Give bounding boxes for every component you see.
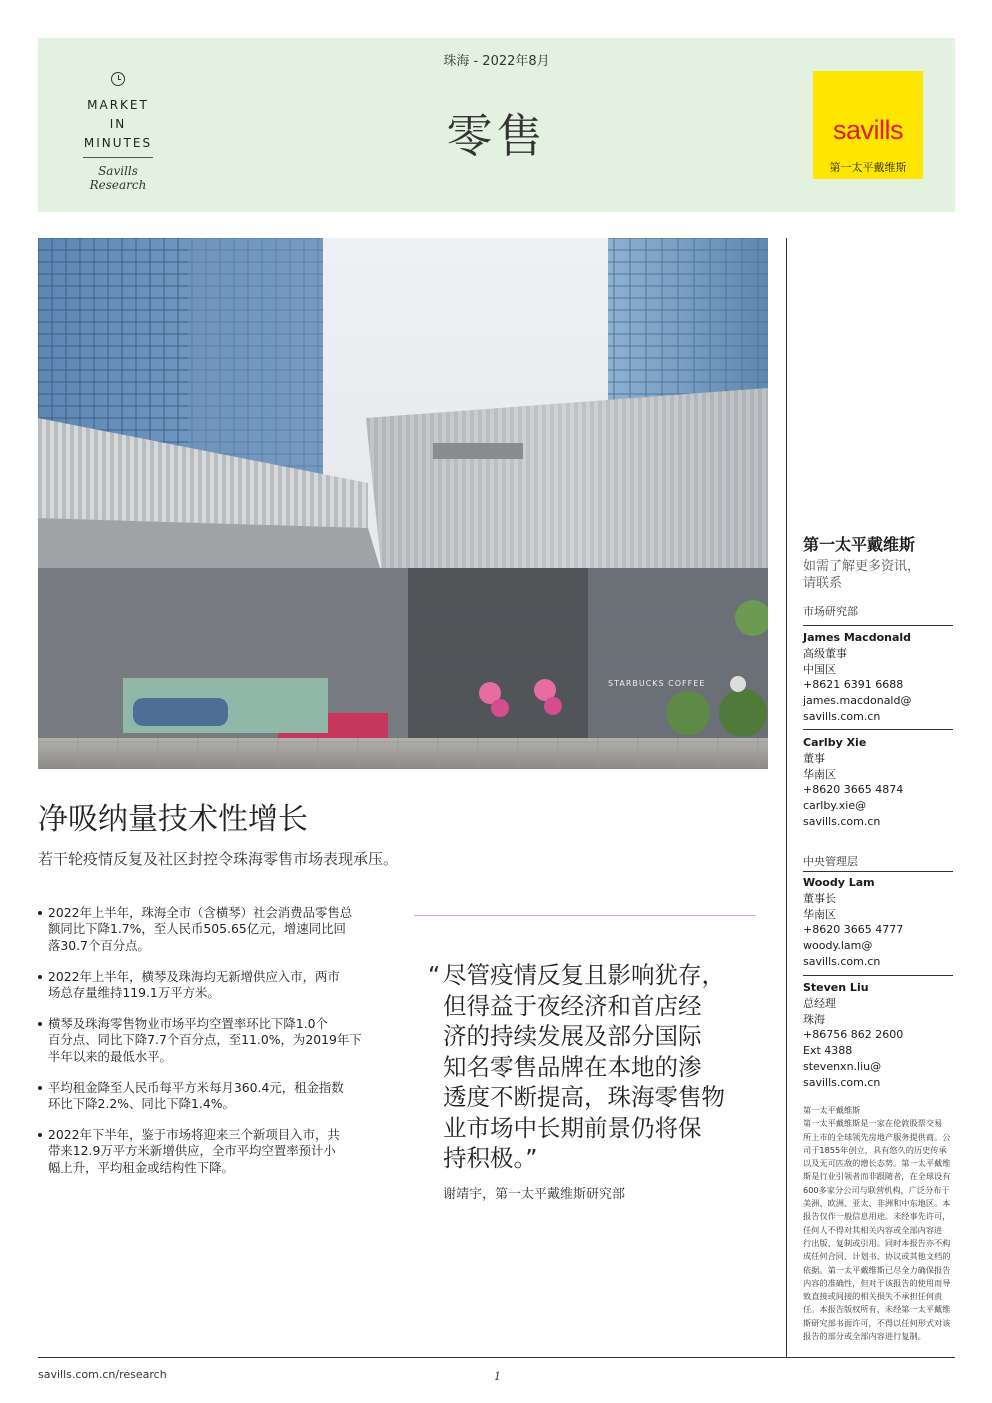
disclaimer-line: 成任何合同、计划书、协议或其他文档的 <box>803 1251 951 1262</box>
bullet-line: 2022年上半年，珠海全市（含横琴）社会消费品零售总 <box>48 905 353 920</box>
bullet-line: 百分点、同比下降7.7个百分点，至11.0%，为2019年下 <box>48 1032 362 1048</box>
disclaimer-line: 行出版、复制或引用。同时本报告亦不构 <box>803 1237 951 1248</box>
contact-role: 董事长 <box>803 891 836 905</box>
brand-series-word: MARKET <box>87 98 149 112</box>
contact-phone: +86756 862 2600 <box>803 1028 904 1042</box>
clock-icon <box>111 72 125 86</box>
bullet-line: 场总存量维持119.1万平方米。 <box>48 985 220 1001</box>
bullet-line: 2022年下半年，鉴于市场将迎来三个新项目入市，共 <box>48 1127 340 1143</box>
footer-rule <box>38 1357 955 1358</box>
section-subtitle: 若干轮疫情反复及社区封控令珠海零售市场表现承压。 <box>38 850 399 868</box>
contact-line: 请联系 <box>803 576 843 591</box>
contact-extension: Ext 4388 <box>803 1044 853 1058</box>
bullet-dot-icon <box>38 1022 42 1026</box>
list-item <box>38 905 398 954</box>
sidebar-contact-prompt <box>803 558 953 592</box>
bullet-line: 额同比下降1.7%，至人民币505.65亿元，增速同比回 <box>48 921 346 937</box>
contact-email-domain[interactable]: savills.com.cn <box>803 954 881 968</box>
bullet-dot-icon <box>38 1086 42 1090</box>
list-item <box>38 1016 398 1065</box>
bullet-dot-icon <box>38 975 42 979</box>
disclaimer-line: 以及无可匹敌的增长态势。第一太平戴维 <box>803 1158 951 1169</box>
location-date: 珠海 - 2022年8月 <box>443 54 550 69</box>
footer-url[interactable]: savills.com.cn/research <box>38 1368 167 1381</box>
quote-line: 尽管疫情反复且影响犹存， <box>443 961 725 989</box>
contact-name: James Macdonald <box>803 631 912 644</box>
sidebar-rule <box>803 625 953 626</box>
contact-line: 如需了解更多资讯， <box>803 559 921 574</box>
section-heading: 净吸纳量技术性增长 <box>38 802 308 837</box>
page-title: 零售 <box>446 109 547 163</box>
quote-line: 济的持续发展及部分国际 <box>443 1022 702 1050</box>
contact-email[interactable]: carlby.xie@ <box>803 799 867 813</box>
list-item <box>38 1127 398 1176</box>
mall-photo <box>38 238 768 769</box>
key-points-list <box>38 905 398 1191</box>
bullet-line: 幅上升，平均租金或结构性下降。 <box>48 1159 234 1175</box>
disclaimer-line: 美洲、欧洲、亚太、非洲和中东地区。本 <box>803 1198 951 1209</box>
contact-region: 珠海 <box>803 1012 825 1026</box>
contact-email[interactable]: james.macdonald@ <box>803 694 912 708</box>
bullet-line: 2022年上半年，横琴及珠海均无新增供应入市，两市 <box>48 968 340 984</box>
contact-james-macdonald <box>803 630 953 725</box>
sidebar-company: 第一太平戴维斯 <box>803 535 916 554</box>
disclaimer-line: 第一太平戴维斯 <box>803 1105 861 1115</box>
dept-research: 市场研究部 <box>803 605 858 618</box>
disclaimer-line: 斯研究部书面许可，不得以任何形式对该 <box>803 1317 951 1328</box>
bullet-line: 平均租金降至人民币每平方米每月360.4元，租金指数 <box>48 1079 344 1095</box>
disclaimer-line: 内容的准确性，但对于该报告的使用而导 <box>803 1277 951 1288</box>
disclaimer-line: 司于1855年创立，具有悠久的历史传承 <box>803 1144 947 1155</box>
quote-line: 知名零售品牌在本地的渗 <box>443 1052 702 1081</box>
bullet-line: 环比下降2.2%、同比下降1.4%。 <box>48 1096 235 1112</box>
contact-steven-liu <box>803 980 953 1091</box>
page-number: 1 <box>494 1370 501 1383</box>
bullet-dot-icon <box>38 1133 42 1137</box>
disclaimer <box>803 1104 953 1343</box>
contact-phone: +8620 3665 4874 <box>803 783 904 797</box>
disclaimer-line: 任何人不得对其相关内容或全部内容进 <box>803 1224 943 1235</box>
quote-text <box>428 960 758 1174</box>
disclaimer-line: 第一太平戴维斯是一家在伦敦股票交易 <box>803 1118 943 1129</box>
contact-role: 总经理 <box>803 996 836 1010</box>
contact-email[interactable]: woody.lam@ <box>803 939 873 953</box>
logo-text: savills <box>832 115 903 145</box>
contact-phone: +8620 3665 4777 <box>803 923 904 937</box>
list-item <box>38 1080 398 1113</box>
column-divider <box>786 238 787 1358</box>
contact-role: 董事 <box>803 751 825 765</box>
bullet-line: 落30.7个百分点。 <box>48 937 150 953</box>
brand-series-word: MINUTES <box>83 136 153 150</box>
sidebar-rule <box>803 871 953 872</box>
disclaimer-line: 报告仅作一般信息用途。未经事先许可， <box>803 1211 951 1222</box>
contact-email-domain[interactable]: savills.com.cn <box>803 1075 881 1089</box>
contact-name: Carlby Xie <box>803 736 867 749</box>
starbucks-sign: STARBUCKS COFFEE <box>608 679 706 688</box>
contact-carlby-xie <box>803 735 953 830</box>
contact-region: 华南区 <box>803 767 836 781</box>
disclaimer-line: 致直接或间接的相关损失不承担任何责 <box>803 1291 943 1302</box>
disclaimer-line: 所上市的全球领先房地产服务提供商。公 <box>803 1131 951 1142</box>
report-header <box>38 38 955 212</box>
disclaimer-line: 斯是行业引领者而非跟随者，在全球设有 <box>803 1171 951 1182</box>
contact-email-domain[interactable]: savills.com.cn <box>803 814 881 828</box>
contact-name: Steven Liu <box>803 981 869 994</box>
bullet-line: 半年以来的最低水平。 <box>48 1048 172 1064</box>
quote-author: 谢靖宇，第一太平戴维斯研究部 <box>443 1187 626 1202</box>
contact-role: 高级董事 <box>803 646 847 660</box>
brand-series-word: IN <box>109 117 127 131</box>
contact-region: 中国区 <box>803 662 836 676</box>
contact-region: 华南区 <box>803 907 836 921</box>
quote-open-mark: “ <box>428 961 441 989</box>
quote-divider <box>414 915 756 916</box>
disclaimer-line: 依据。第一太平戴维斯已尽全力确保报告 <box>803 1264 951 1275</box>
disclaimer-line: 任。本报告版权所有，未经第一太平戴维 <box>803 1304 951 1315</box>
sidebar-rule <box>803 975 953 976</box>
savills-logo <box>813 71 923 179</box>
logo-subtext: 第一太平戴维斯 <box>829 161 907 174</box>
contact-woody-lam <box>803 875 953 970</box>
bullet-dot-icon <box>38 911 42 915</box>
dept-management: 中央管理层 <box>803 855 858 868</box>
disclaimer-line: 报告的部分或全部内容进行复制。 <box>803 1331 926 1342</box>
bullet-line: 带来12.9万平方米新增供应，全市平均空置率预计小 <box>48 1143 336 1159</box>
quote-line: 持积极。” <box>443 1144 538 1172</box>
bullet-line: 横琴及珠海零售物业市场平均空置率环比下降1.0个 <box>48 1016 328 1032</box>
disclaimer-line: 600多家分公司与联营机构，广泛分布于 <box>803 1184 950 1195</box>
contact-email[interactable]: stevenxn.liu@ <box>803 1059 882 1073</box>
contact-email-domain[interactable]: savills.com.cn <box>803 709 881 723</box>
contact-phone: +8621 6391 6688 <box>803 678 904 692</box>
pull-quote <box>428 960 758 1174</box>
contact-name: Woody Lam <box>803 876 875 889</box>
quote-line: 透度不断提高，珠海零售物 <box>443 1083 725 1111</box>
sidebar-rule <box>803 729 953 730</box>
list-item <box>38 969 398 1002</box>
quote-line: 但得益于夜经济和首店经 <box>443 991 702 1020</box>
brand-research: Savills Research <box>89 164 147 192</box>
quote-line: 业市场中长期前景仍将保 <box>443 1113 702 1142</box>
